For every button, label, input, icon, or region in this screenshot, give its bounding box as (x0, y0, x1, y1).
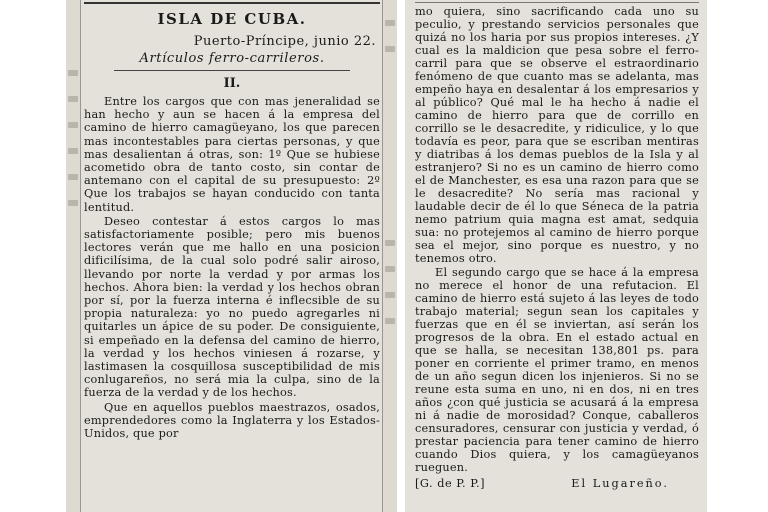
author-signature: El Lugareño. (571, 477, 669, 490)
article-column-left (84, 2, 380, 510)
adjacent-column-fragment-right (382, 0, 397, 512)
divider-rule (114, 70, 350, 71)
paragraph: mo quiera, sino sacrificando cada uno su peculio, y prestando servicios personales que quizá no los haria por sus propios intereses. ¿Y cual es la maldicion que pesa sobre el ferro-carril para que se observe el estraordinario fenómeno de que cuanto mas se adelanta, mas empeño haya en desalentar á los empresarios y al público? Qué mal le ha hecho á nadie el camino de hierro para que de corrillo en corrillo se le desacredite, y ridiculice, y lo que todavía es peor, para que se escriban mentiras y diatribas á los demas pueblos de la Isla y al estranjero? Si no es un camino de hierro como el de Manchester, es esa una razon para que se le desacredite? No sería mas racional y laudable decir de él lo que Séneca de la patria nemo patrium quia magna est amat, sedquia sua: no protejemos al camino de hierro porque sea el mejor, sino porque es nuestro, y no tenemos otro. (415, 5, 699, 265)
paragraph: Entre los cargos que con mas jeneralidad se han hecho y aun se hacen á la empresa del camino de hierro camagüeyano, los que parecen mas incontestables para ciertas personas, y que mas desalientan á otras, son: 1º Que se hubiese acometido obra de tanto costo, sin contar de antemano con el capital de su presupuesto: 2º Que los trabajos se hayan conducido con tanta lentitud. (84, 95, 380, 214)
top-rule (84, 2, 380, 4)
article-dateline: Puerto-Príncipe, junio 22. (193, 34, 376, 49)
paragraph: Que en aquellos pueblos maestrazos, osados, emprendedores como la Inglaterra y los Estados-Unidos, que por (84, 400, 380, 441)
article-subtitle: Artículos ferro-carrileros. (139, 51, 325, 66)
article-headline: ISLA DE CUBA. (157, 10, 307, 28)
source-tag: [G. de P. P.] (415, 477, 486, 490)
section-number: II. (223, 76, 241, 91)
paragraph: El segundo cargo que se hace á la empresa no merece el honor de una refutacion. El camino de hierro está sujeto á las leyes de todo trabajo material; segun sean los capitales y fuerzas que en él se inviertan, así serán los progresos de la obra. En el estado actual en que se halla, se necesitan 138,801 ps. para poner en corriente el primer tramo, en menos de un año segun dicen los injenieros. Si no se reune esta suma en uno, ni en dos, ni en tres años ¿con qué justicia se acusará á la empresa ni á nadie de morosidad? Conque, caballeros censuradores, censurar con justicia y verdad, ó prestar paciencia para tener camino de hierro cuando Dios quiera, y los camagüeyanos rueguen. (415, 266, 699, 474)
adjacent-column-fragment-left (66, 0, 81, 512)
article-column-right (415, 2, 699, 510)
paragraph: Deseo contestar á estos cargos lo mas satisfactoriamente posible; pero mis buenos lectores verán que me hallo en una posicion dificilísima, de la cual solo podré salir airoso, llevando por norte la verdad y por armas los hechos. Ahora bien: la verdad y los hechos obran por sí, por la fuerza interna é inflecsible de su propia naturaleza: yo no puedo agregarles ni quitarles un ápice de su poder. De consiguiente, si empeñado en la defensa del camino de hierro, la verdad y los hechos viniesen á rozarse, y lastimasen la cosquillosa susceptibilidad de mis conlugareños, no será mia la culpa, sino de la fuerza de la verdad y de los hechos. (84, 214, 380, 400)
right-newspaper-page (405, 0, 707, 512)
top-rule (415, 2, 699, 3)
left-newspaper-page (66, 0, 397, 512)
signature-row (415, 477, 699, 490)
